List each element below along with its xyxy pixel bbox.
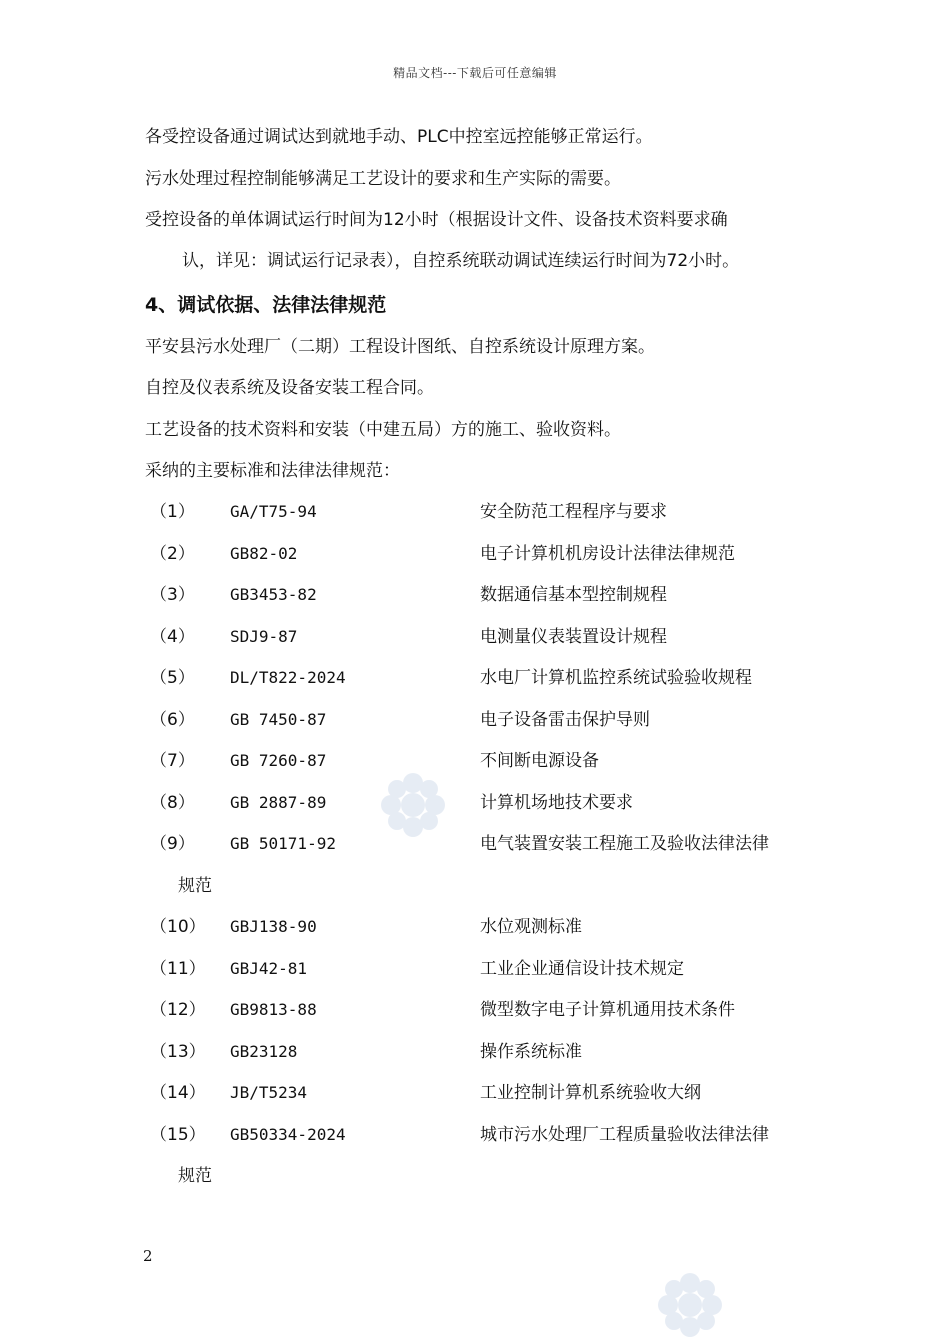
basis-item: 自控及仪表系统及设备安装工程合同。 bbox=[145, 378, 434, 398]
standard-title: 工业控制计算机系统验收大纲 bbox=[480, 1083, 701, 1103]
standard-title: 电子计算机机房设计法律法律规范 bbox=[480, 544, 735, 564]
standard-row bbox=[145, 501, 845, 523]
standard-title: 不间断电源设备 bbox=[480, 751, 599, 771]
snowflake-watermark-icon bbox=[655, 1270, 725, 1340]
snowflake-watermark-icon bbox=[378, 770, 448, 840]
standard-row bbox=[145, 750, 845, 772]
standard-title: 安全防范工程程序与要求 bbox=[480, 502, 667, 522]
standard-number: （13） bbox=[150, 1042, 206, 1062]
standard-title: 电测量仪表装置设计规程 bbox=[480, 627, 667, 647]
standard-row bbox=[145, 916, 845, 938]
standard-code: GB23128 bbox=[230, 1042, 298, 1061]
standard-title: 工业企业通信设计技术规定 bbox=[480, 959, 684, 979]
standard-row bbox=[145, 1124, 845, 1146]
standard-number: （10） bbox=[150, 917, 206, 937]
standard-title: 微型数字电子计算机通用技术条件 bbox=[480, 1000, 735, 1020]
standard-number: （3） bbox=[150, 585, 195, 605]
paragraph: 污水处理过程控制能够满足工艺设计的要求和生产实际的需要。 bbox=[145, 169, 621, 189]
standard-number: （1） bbox=[150, 502, 195, 522]
standard-number: （14） bbox=[150, 1083, 206, 1103]
standard-code: GB 7260-87 bbox=[230, 751, 327, 770]
standard-title: 电气装置安装工程施工及验收法律法律 bbox=[480, 834, 769, 854]
standard-code: GBJ138-90 bbox=[230, 917, 317, 936]
standard-row bbox=[145, 667, 845, 689]
standard-row bbox=[145, 1082, 845, 1104]
standard-code: DL/T822-2024 bbox=[230, 668, 346, 687]
basis-item: 工艺设备的技术资料和安装（中建五局）方的施工、验收资料。 bbox=[145, 420, 621, 440]
basis-item: 采纳的主要标准和法律法律规范： bbox=[145, 461, 400, 481]
standard-code: GB3453-82 bbox=[230, 585, 317, 604]
standard-row bbox=[145, 709, 845, 731]
standard-title-continuation: 规范 bbox=[178, 1166, 212, 1186]
standard-title: 数据通信基本型控制规程 bbox=[480, 585, 667, 605]
standard-number: （8） bbox=[150, 793, 195, 813]
standard-row bbox=[145, 543, 845, 565]
standard-code: GB82-02 bbox=[230, 544, 298, 563]
standard-title: 计算机场地技术要求 bbox=[480, 793, 633, 813]
standard-code: SDJ9-87 bbox=[230, 627, 298, 646]
standard-row bbox=[145, 1041, 845, 1063]
standard-code: JB/T5234 bbox=[230, 1083, 308, 1102]
paragraph: 受控设备的单体调试运行时间为12小时（根据设计文件、设备技术资料要求确 bbox=[145, 210, 728, 230]
standard-row bbox=[145, 958, 845, 980]
standard-number: （2） bbox=[150, 544, 195, 564]
standard-code: GB 7450-87 bbox=[230, 710, 327, 729]
paragraph-continuation: 认，详见：调试运行记录表），自控系统联动调试连续运行时间为72小时。 bbox=[182, 251, 740, 271]
standard-code: GB 2887-89 bbox=[230, 793, 327, 812]
standard-row bbox=[145, 584, 845, 606]
standard-title: 城市污水处理厂工程质量验收法律法律 bbox=[480, 1125, 769, 1145]
standard-code: GA/T75-94 bbox=[230, 502, 317, 521]
standard-title: 水位观测标准 bbox=[480, 917, 582, 937]
basis-item: 平安县污水处理厂（二期）工程设计图纸、自控系统设计原理方案。 bbox=[145, 337, 655, 357]
standard-number: （7） bbox=[150, 751, 195, 771]
standard-number: （9） bbox=[150, 834, 195, 854]
standard-row bbox=[145, 626, 845, 648]
section-heading: 4、调试依据、法律法律规范 bbox=[145, 294, 387, 316]
standard-number: （5） bbox=[150, 668, 195, 688]
standard-number: （12） bbox=[150, 1000, 206, 1020]
standard-title: 操作系统标准 bbox=[480, 1042, 582, 1062]
standard-title: 水电厂计算机监控系统试验验收规程 bbox=[480, 668, 752, 688]
standard-title: 电子设备雷击保护导则 bbox=[480, 710, 650, 730]
standard-number: （15） bbox=[150, 1125, 206, 1145]
standard-number: （11） bbox=[150, 959, 206, 979]
standard-code: GBJ42-81 bbox=[230, 959, 308, 978]
standard-title-continuation: 规范 bbox=[178, 876, 212, 896]
standard-row bbox=[145, 833, 845, 855]
standard-code: GB50334-2024 bbox=[230, 1125, 346, 1144]
standard-code: GB 50171-92 bbox=[230, 834, 336, 853]
standard-number: （4） bbox=[150, 627, 195, 647]
standard-row bbox=[145, 792, 845, 814]
page-header: 精品文档---下载后可任意编辑 bbox=[393, 66, 557, 80]
standard-number: （6） bbox=[150, 710, 195, 730]
page-number: 2 bbox=[143, 1247, 153, 1265]
standard-code: GB9813-88 bbox=[230, 1000, 317, 1019]
standard-row bbox=[145, 999, 845, 1021]
paragraph: 各受控设备通过调试达到就地手动、PLC中控室远控能够正常运行。 bbox=[145, 127, 653, 147]
